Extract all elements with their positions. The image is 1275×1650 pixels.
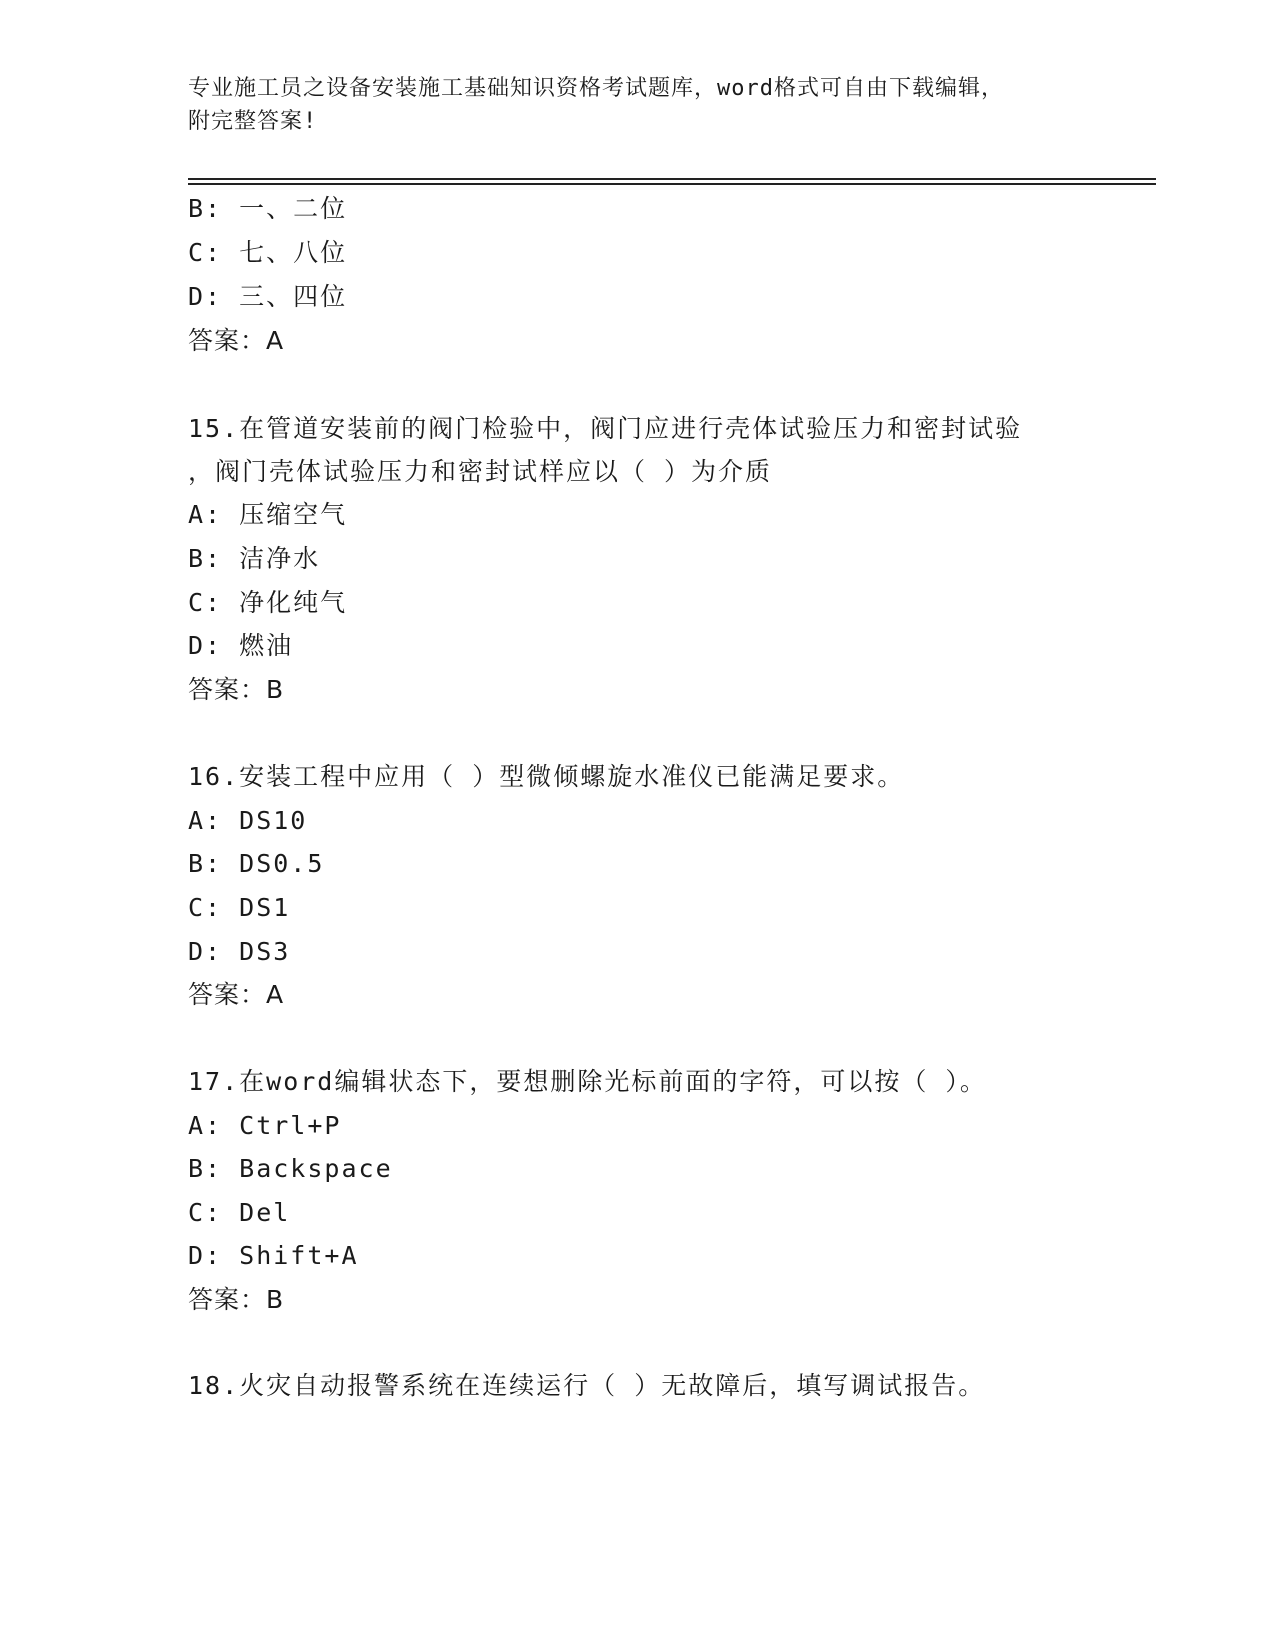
header-divider-bottom <box>188 183 1156 185</box>
q15-option-a: A: 压缩空气 <box>188 500 348 529</box>
q15-stem-line-1: 15.在管道安装前的阀门检验中，阀门应进行壳体试验压力和密封试验 <box>188 414 1023 443</box>
q17-option-c: C: Del <box>188 1198 291 1227</box>
q15-stem-line-2: ，阀门壳体试验压力和密封试样应以（ ）为介质 <box>188 457 773 486</box>
q15-option-d: D: 燃油 <box>188 631 294 660</box>
header-line-2: 附完整答案! <box>188 109 318 134</box>
q16-option-a: A: DS10 <box>188 806 308 835</box>
q16-stem-line-1: 16.安装工程中应用（ ）型微倾螺旋水准仪已能满足要求。 <box>188 762 905 791</box>
q16-option-b: B: DS0.5 <box>188 849 325 878</box>
q14-answer: 答案：A <box>188 326 285 355</box>
header-divider-top <box>188 178 1156 180</box>
q16-answer: 答案：A <box>188 980 285 1009</box>
q18-stem-line-1: 18.火灾自动报警系统在连续运行（ ）无故障后，填写调试报告。 <box>188 1371 986 1400</box>
q17-option-b: B: Backspace <box>188 1154 393 1183</box>
q14-option-c: C: 七、八位 <box>188 238 348 267</box>
q14-option-b: B: 一、二位 <box>188 194 348 223</box>
q15-answer: 答案：B <box>188 675 285 704</box>
q16-option-c: C: DS1 <box>188 893 291 922</box>
q16-option-d: D: DS3 <box>188 937 291 966</box>
q17-option-d: D: Shift+A <box>188 1241 359 1270</box>
q14-option-d: D: 三、四位 <box>188 282 348 311</box>
q17-answer: 答案：B <box>188 1285 285 1314</box>
header-line-1: 专业施工员之设备安装施工基础知识资格考试题库，word格式可自由下载编辑， <box>188 76 1004 101</box>
q15-option-c: C: 净化纯气 <box>188 588 348 617</box>
q15-option-b: B: 洁净水 <box>188 544 321 573</box>
q17-stem-line-1: 17.在word编辑状态下，要想删除光标前面的字符，可以按（ ）。 <box>188 1067 987 1096</box>
q17-option-a: A: Ctrl+P <box>188 1111 342 1140</box>
document-header <box>188 72 1088 138</box>
